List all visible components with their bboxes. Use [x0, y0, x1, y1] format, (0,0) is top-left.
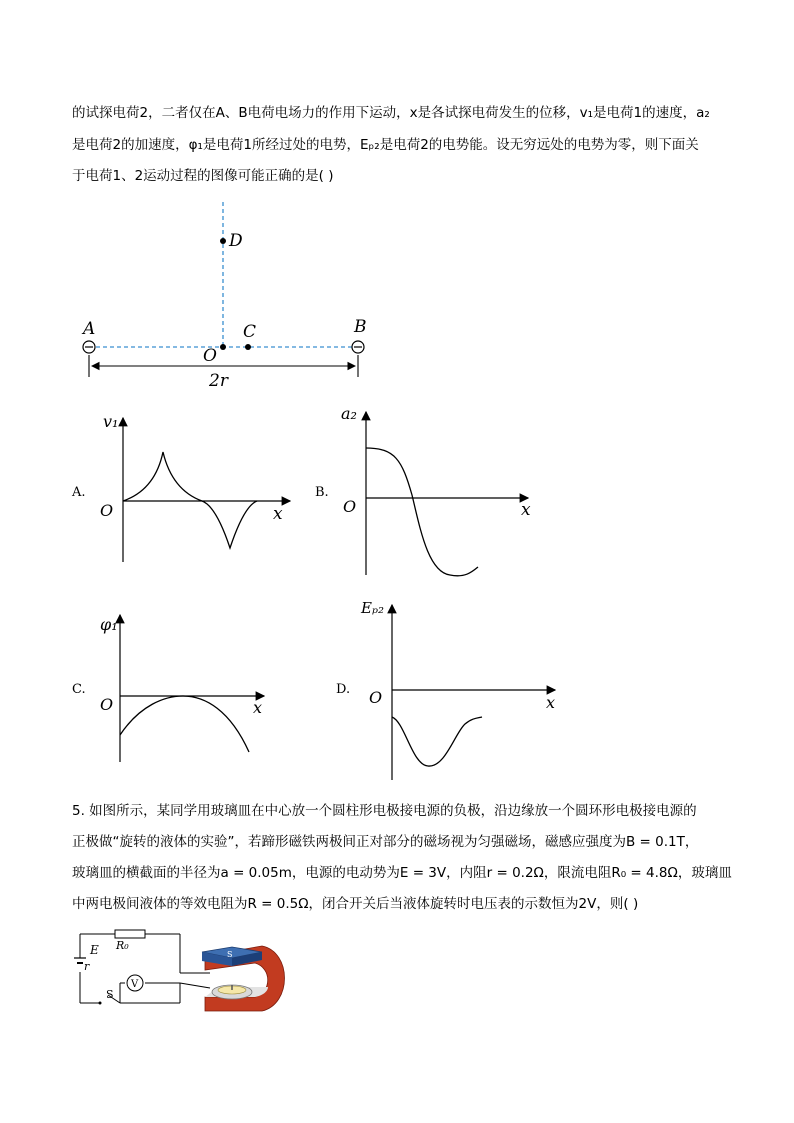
text-line: 中两电极间液体的等效电阻为R = 0.5Ω，闭合开关后当液体旋转时电压表的示数恒为2V，则( ) — [72, 896, 639, 912]
option-d-letter: D. — [336, 682, 351, 697]
switch-icon — [99, 1002, 102, 1005]
resistor-icon — [115, 930, 145, 938]
label-d: D — [229, 231, 243, 251]
option-b-letter: B. — [315, 485, 329, 500]
circuit-wires — [80, 934, 210, 1003]
svg-text:S: S — [227, 950, 233, 959]
svg-text:R₀: R₀ — [116, 939, 129, 952]
svg-text:x: x — [521, 500, 531, 520]
svg-text:O: O — [369, 688, 383, 707]
svg-text:O: O — [343, 497, 357, 516]
text-line: 的试探电荷2，二者仅在A、B电荷电场力的作用下运动，x是各试探电荷发生的位移，v₁是电荷1的速度，a₂ — [72, 105, 710, 121]
svg-text:x: x — [546, 693, 556, 712]
svg-text:x: x — [253, 698, 263, 717]
svg-text:v₁: v₁ — [103, 412, 119, 431]
svg-text:O: O — [100, 695, 114, 714]
label-a: A — [83, 319, 96, 339]
text-line: 5. 如图所示，某同学用玻璃皿在中心放一个圆柱形电极接电源的负极，沿边缘放一个圆环形电极接电源的 — [72, 803, 697, 819]
svg-text:E: E — [90, 943, 99, 957]
svg-text:Eₚ₂: Eₚ₂ — [361, 599, 384, 617]
option-a-letter: A. — [72, 485, 86, 500]
svg-text:V: V — [131, 979, 139, 990]
label-c: C — [243, 322, 257, 342]
svg-text:S: S — [106, 988, 114, 1001]
label-b: B — [354, 317, 367, 337]
svg-text:O: O — [100, 501, 114, 520]
svg-text:φ₁: φ₁ — [100, 615, 118, 634]
svg-text:r: r — [84, 960, 90, 973]
magnet-icon — [202, 946, 285, 1011]
svg-text:a₂: a₂ — [341, 404, 357, 423]
text-line: 玻璃皿的横截面的半径为a = 0.05m，电源的电动势为E = 3V，内阻r = 0.2Ω，限流电阻R₀ = 4.8Ω，玻璃皿 — [72, 865, 732, 881]
label-distance: 2r — [209, 371, 228, 391]
svg-text:x: x — [273, 504, 283, 524]
option-c-letter: C. — [72, 682, 86, 697]
text-line: 正极做“旋转的液体的实验”，若蹄形磁铁两极间正对部分的磁场视为匀强磁场，磁感应强度为B = 0.1T， — [72, 834, 699, 850]
label-o: O — [203, 346, 217, 366]
text-line: 于电荷1、2运动过程的图像可能正确的是( ) — [72, 168, 334, 184]
text-line: 是电荷2的加速度，φ₁是电荷1所经过处的电势，Eₚ₂是电荷2的电势能。设无穷远处的电势为零，则下面关 — [72, 137, 699, 153]
